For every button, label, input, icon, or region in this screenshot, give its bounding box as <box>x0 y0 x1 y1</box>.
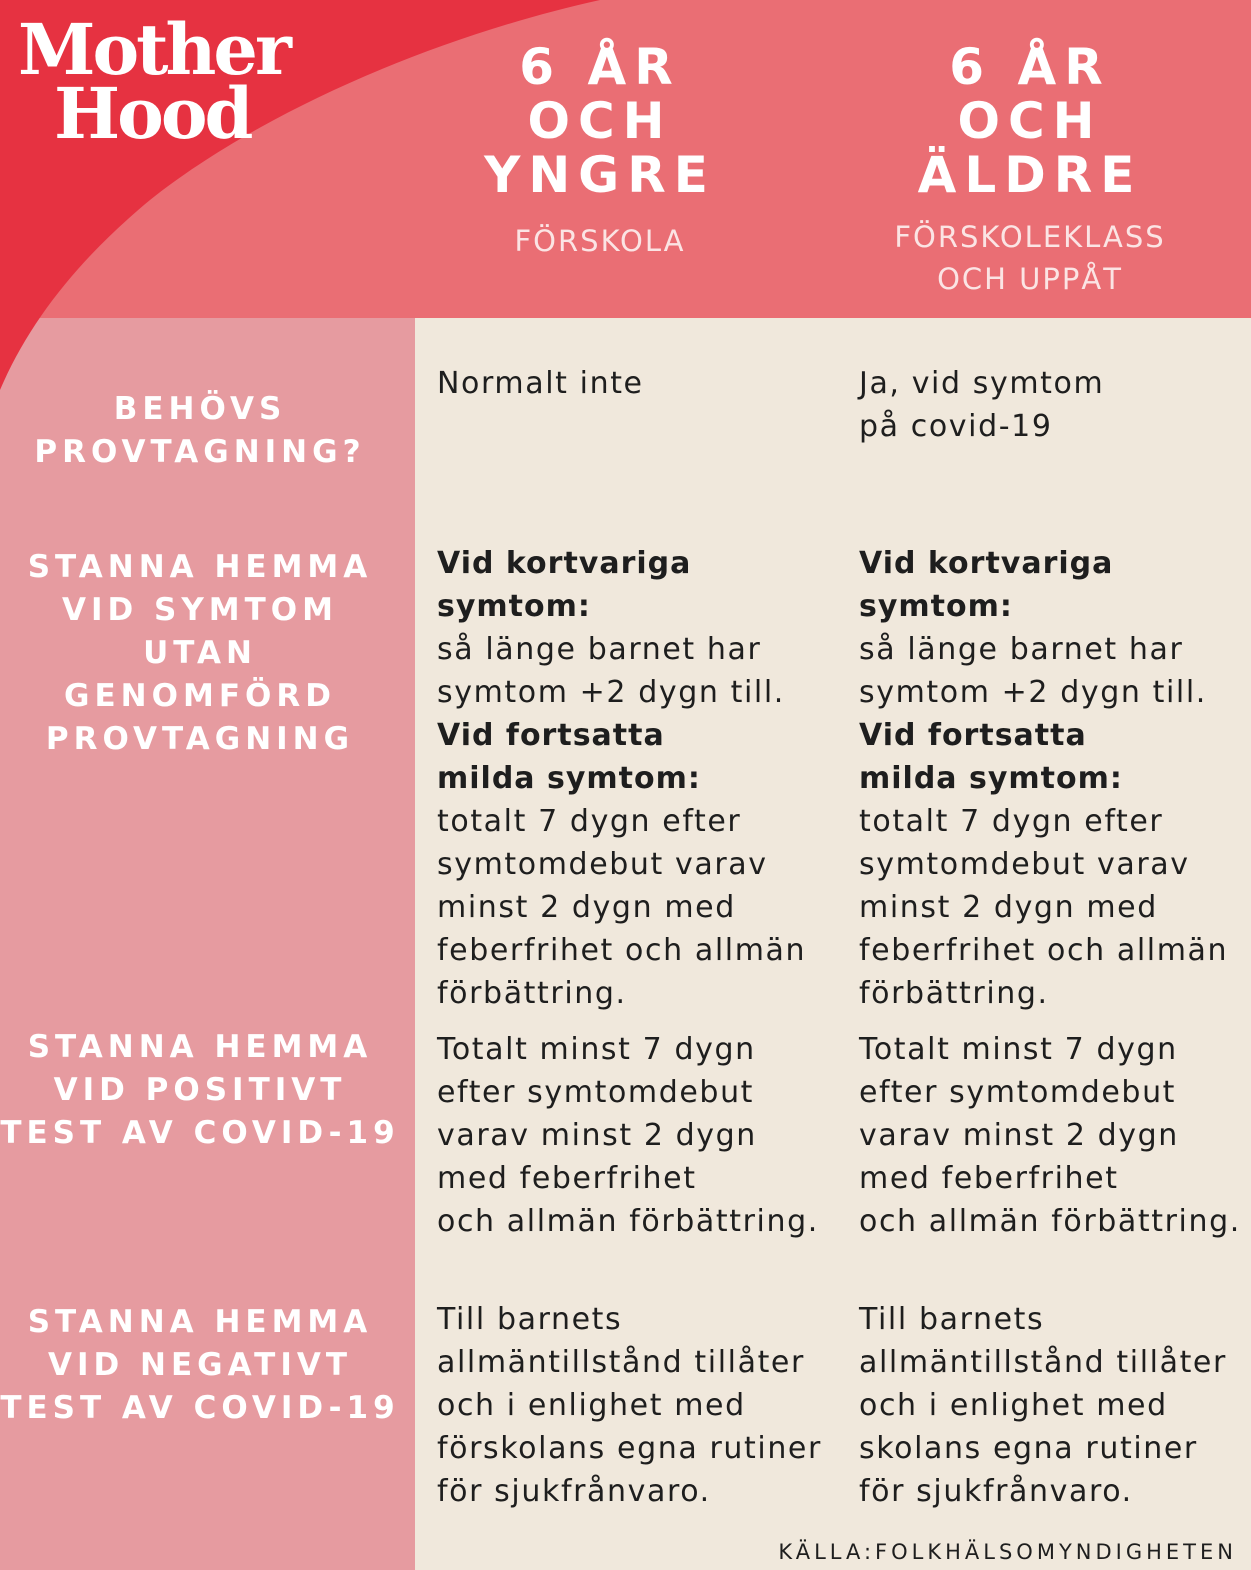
cell-text-line: varav minst 2 dygn <box>859 1118 1179 1153</box>
cell-text-line: feberfrihet och allmän <box>437 933 807 968</box>
cell-text-line: förbättring. <box>437 976 627 1011</box>
cell-positive-younger <box>437 1028 842 1243</box>
row-label-line: BEHÖVS <box>113 391 287 427</box>
column-header-younger <box>440 40 760 262</box>
cell-symptoms-younger <box>437 542 842 1015</box>
row-label-line: PROVTAGNING? <box>34 434 366 470</box>
row-label-line: TEST AV COVID-19 <box>0 1390 400 1426</box>
cell-text-line: totalt 7 dygn efter <box>437 804 742 839</box>
cell-text-line: totalt 7 dygn efter <box>859 804 1164 839</box>
cell-text-line: och allmän förbättring. <box>859 1204 1241 1239</box>
row-label-line: VID SYMTOM <box>61 592 339 628</box>
column-header-older <box>865 40 1195 300</box>
cell-text-line: symtom +2 dygn till. <box>859 675 1207 710</box>
cell-positive-older <box>859 1028 1251 1243</box>
cell-text-line: och i enlighet med <box>859 1388 1168 1423</box>
cell-testing-older <box>859 362 1251 448</box>
cell-heading: Vid kortvariga symtom: <box>437 546 692 624</box>
cell-text-line: allmäntillstånd tillåter <box>859 1345 1227 1380</box>
row-label-negative-test <box>0 1301 400 1430</box>
column-age-line: ÄLDRE <box>917 146 1143 204</box>
cell-text-line: med feberfrihet <box>437 1161 697 1196</box>
cell-text-line: Normalt inte <box>437 366 644 401</box>
cell-heading: milda symtom: <box>437 761 701 796</box>
row-label-line: VID POSITIVT <box>53 1072 347 1108</box>
brand-line-1: Mother <box>18 8 289 91</box>
cell-negative-younger <box>437 1298 842 1513</box>
cell-text-line: för sjukfrånvaro. <box>437 1474 711 1509</box>
source-credit: KÄLLA:FOLKHÄLSOMYNDIGHETEN <box>778 1540 1237 1564</box>
cell-text-line: symtom +2 dygn till. <box>437 675 785 710</box>
row-label-line: TEST AV COVID-19 <box>0 1115 400 1151</box>
brand-logo <box>18 8 289 155</box>
column-age-line: 6 ÅR <box>519 38 681 96</box>
cell-text-line: så länge barnet har <box>437 632 762 667</box>
column-age-line: YNGRE <box>484 146 716 204</box>
cell-heading: milda symtom: <box>859 761 1123 796</box>
cell-text-line: allmäntillstånd tillåter <box>437 1345 805 1380</box>
row-label-positive-test <box>0 1026 400 1155</box>
cell-text-line: och allmän förbättring. <box>437 1204 819 1239</box>
row-label-line: UTAN GENOMFÖRD <box>64 635 336 714</box>
cell-text-line: symtomdebut varav <box>437 847 768 882</box>
column-subtitle: OCH UPPÅT <box>937 262 1123 296</box>
cell-heading: Vid fortsatta <box>859 718 1087 753</box>
cell-text-line: feberfrihet och allmän <box>859 933 1229 968</box>
cell-text-line: efter symtomdebut <box>859 1075 1177 1110</box>
row-label-line: VID NEGATIVT <box>47 1347 353 1383</box>
cell-text-line: med feberfrihet <box>859 1161 1119 1196</box>
cell-negative-older <box>859 1298 1251 1513</box>
row-label-testing <box>0 388 400 474</box>
cell-text-line: Ja, vid symtom <box>859 366 1105 401</box>
cell-text-line: symtomdebut varav <box>859 847 1190 882</box>
cell-text-line: skolans egna rutiner <box>859 1431 1198 1466</box>
column-age-line: OCH <box>957 92 1103 150</box>
cell-heading: Vid fortsatta <box>437 718 665 753</box>
column-age-line: 6 ÅR <box>949 38 1111 96</box>
cell-text-line: och i enlighet med <box>437 1388 746 1423</box>
row-label-symptoms-untested <box>0 546 400 761</box>
cell-text-line: Till barnets <box>859 1302 1045 1337</box>
column-subtitle: FÖRSKOLEKLASS <box>894 220 1166 254</box>
row-label-line: STANNA HEMMA <box>27 1029 373 1065</box>
cell-text-line: varav minst 2 dygn <box>437 1118 757 1153</box>
row-label-line: PROVTAGNING <box>45 721 355 757</box>
cell-text-line: efter symtomdebut <box>437 1075 755 1110</box>
brand-line-2: Hood <box>54 72 251 155</box>
cell-text-line: så länge barnet har <box>859 632 1184 667</box>
cell-heading: Vid kortvariga symtom: <box>859 546 1114 624</box>
cell-text-line: förskolans egna rutiner <box>437 1431 822 1466</box>
cell-testing-younger <box>437 362 842 405</box>
cell-text-line: för sjukfrånvaro. <box>859 1474 1133 1509</box>
column-age-line: OCH <box>527 92 673 150</box>
cell-text-line: på covid-19 <box>859 409 1053 444</box>
cell-text-line: minst 2 dygn med <box>859 890 1158 925</box>
cell-text-line: Till barnets <box>437 1302 623 1337</box>
cell-text-line: Totalt minst 7 dygn <box>859 1032 1178 1067</box>
cell-text-line: förbättring. <box>859 976 1049 1011</box>
column-subtitle: FÖRSKOLA <box>514 224 686 258</box>
cell-text-line: Totalt minst 7 dygn <box>437 1032 756 1067</box>
cell-text-line: minst 2 dygn med <box>437 890 736 925</box>
row-label-line: STANNA HEMMA <box>27 549 373 585</box>
row-label-line: STANNA HEMMA <box>27 1304 373 1340</box>
cell-symptoms-older <box>859 542 1251 1015</box>
